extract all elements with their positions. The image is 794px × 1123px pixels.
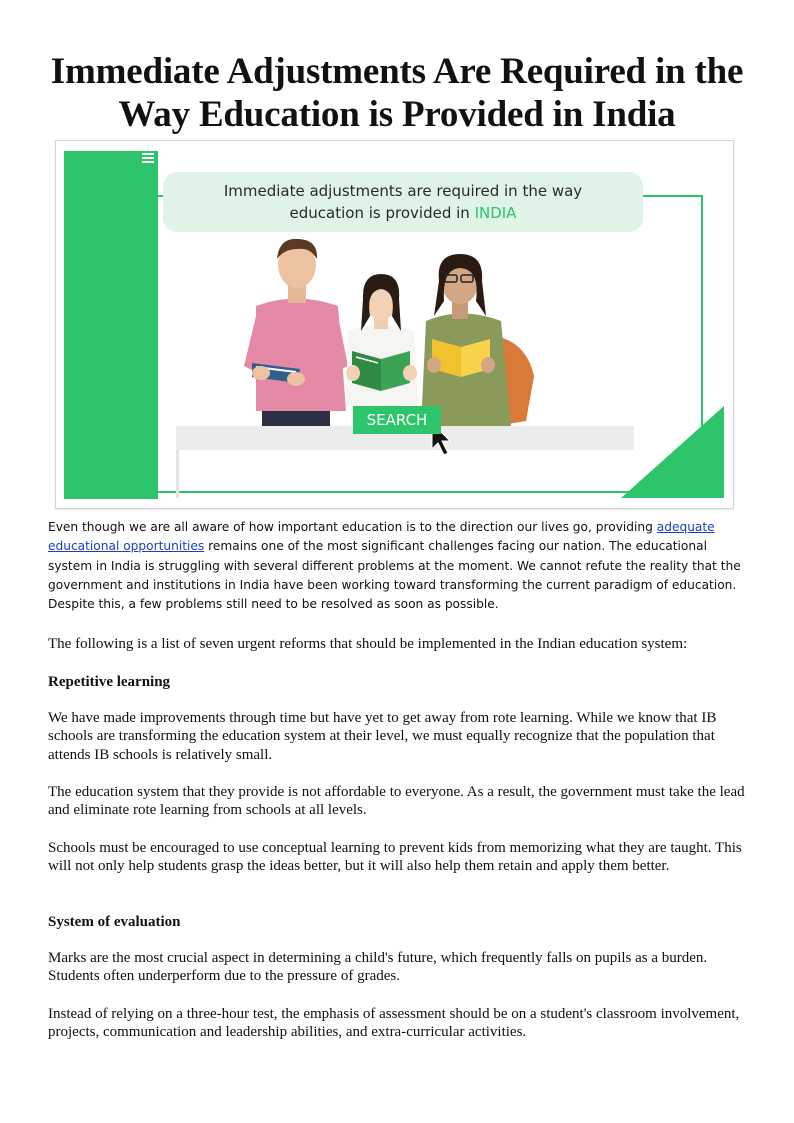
student-right (421, 254, 534, 426)
corner-triangle (621, 406, 724, 498)
student-left (244, 239, 348, 426)
student-middle (346, 274, 418, 423)
section-paragraph: Instead of relying on a three-hour test, the emphasis of assessment should be on a student's classroom involvement, projects, communication and leadership abilities, and extra-curricular activities. (48, 1006, 740, 1041)
hero-headline-line-2 (163, 202, 643, 224)
section-paragraph: The education system that they provide is not affordable to everyone. As a result, the government must take the lead and eliminate rote learning from schools at all levels. (48, 784, 745, 819)
list-intro: The following is a list of seven urgent reforms that should be implemented in the Indian education system: (48, 636, 688, 652)
menu-icon (142, 153, 154, 163)
intro-text-after: remains one of the most significant challenges facing our nation. The educational system in India is struggling with several different problems at the moment. We cannot refute the reality that the government and institutions in India have been working toward transforming the current paradigm of education. Despite this, a few problems still need to be resolved as soon as possible. (48, 539, 741, 612)
hero-headline (163, 172, 643, 232)
adequate-educational-opportunities-link[interactable]: adequate educational opportunities (48, 520, 715, 554)
title-line-2: Way Education is Provided in India (118, 94, 676, 135)
hero-headline-highlight: INDIA (474, 204, 517, 222)
title-line-1: Immediate Adjustments Are Required in the (50, 51, 744, 92)
section-heading-system-of-evaluation: System of evaluation (48, 914, 181, 930)
hero-headline-line-1: Immediate adjustments are required in the way (223, 182, 583, 200)
section-paragraph: We have made improvements through time but have yet to get away from rote learning. While we know that IB schools are transforming the education system at their level, we must equally recognize that the population that attends IB schools is relatively small. (48, 710, 717, 763)
search-button-graphic: SEARCH (353, 406, 441, 434)
section-paragraph: Marks are the most crucial aspect in determining a child's future, which frequently falls on pupils as a burden. Students often underperform due to the pressure of grades. (48, 950, 708, 985)
hero-headline-prefix: education is provided in (289, 204, 475, 222)
page-title (20, 50, 774, 136)
hero-image (56, 141, 733, 508)
intro-paragraph (48, 518, 748, 614)
section-heading-repetitive-learning: Repetitive learning (48, 674, 171, 690)
intro-text-before: Even though we are all aware of how important education is to the direction our lives go, providing (48, 520, 657, 534)
section-paragraph: Schools must be encouraged to use conceptual learning to prevent kids from memorizing what they are taught. This will not only help students grasp the ideas better, but it will also help them retain and apply them better. (48, 840, 742, 875)
